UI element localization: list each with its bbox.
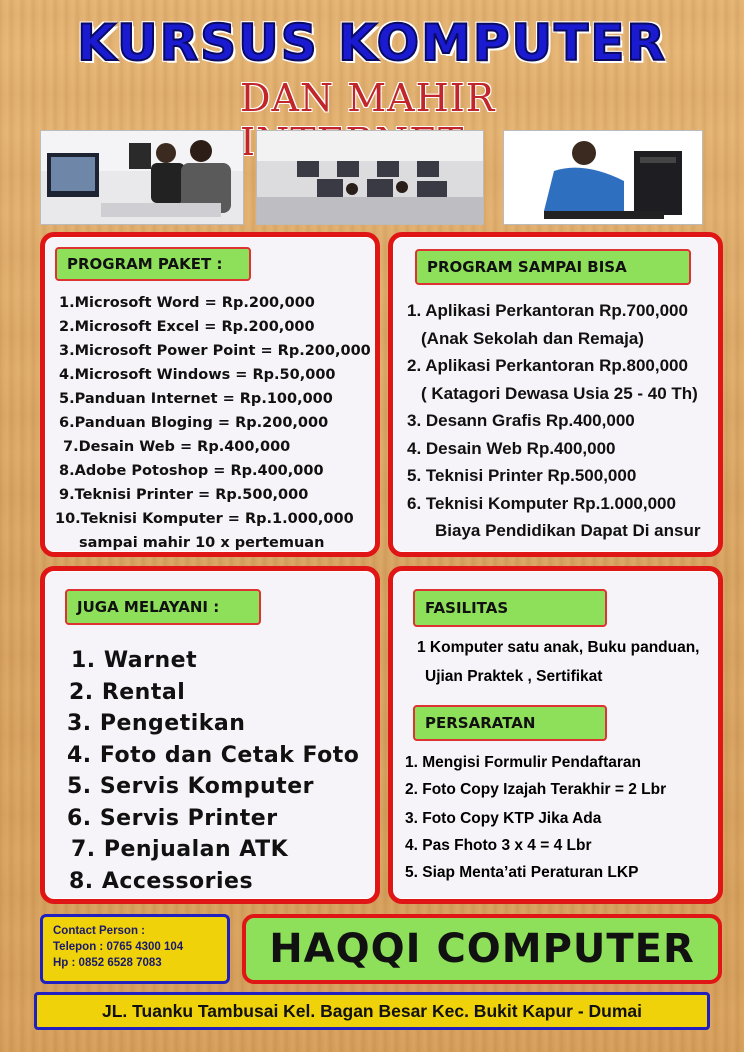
juga-melayani-list bbox=[67, 645, 383, 897]
contact-telepon: Telepon : 0765 4300 104 bbox=[53, 941, 184, 953]
contact-hp: Hp : 0852 6528 7083 bbox=[53, 957, 162, 969]
list-item: 6.Panduan Bloging = Rp.200,000 bbox=[59, 415, 329, 431]
program-sampai-bisa-label: PROGRAM SAMPAI BISA bbox=[415, 249, 691, 285]
installment-note: Biaya Pendidikan Dapat Di ansur bbox=[435, 521, 701, 540]
list-item: 2. Aplikasi Perkantoran Rp.800,000 bbox=[407, 356, 688, 375]
list-item: 9.Teknisi Printer = Rp.500,000 bbox=[59, 487, 309, 503]
list-item: 8.Adobe Potoshop = Rp.400,000 bbox=[59, 463, 324, 479]
list-item: 7.Desain Web = Rp.400,000 bbox=[63, 439, 291, 455]
juga-melayani-label: JUGA MELAYANI : bbox=[65, 589, 261, 625]
list-item: 2.Microsoft Excel = Rp.200,000 bbox=[59, 319, 315, 335]
address-banner: JL. Tuanku Tambusai Kel. Bagan Besar Kec. Bukit Kapur - Dumai bbox=[34, 992, 710, 1030]
list-item: 6. Servis Printer bbox=[67, 805, 278, 831]
program-paket-label: PROGRAM PAKET : bbox=[55, 247, 251, 281]
list-item: 2. Foto Copy Izajah Terakhir = 2 Lbr bbox=[405, 781, 667, 798]
persaratan-label: PERSARATAN bbox=[413, 705, 607, 741]
fasilitas-label: FASILITAS bbox=[413, 589, 607, 627]
list-item-note: (Anak Sekolah dan Remaja) bbox=[421, 328, 644, 348]
list-item: 1. Mengisi Formulir Pendaftaran bbox=[405, 754, 641, 771]
brand-name-banner: HAQQI COMPUTER bbox=[242, 914, 722, 984]
juga-melayani-panel bbox=[40, 566, 380, 904]
list-item: 4. Pas Fhoto 3 x 4 = 4 Lbr bbox=[405, 837, 592, 854]
fasilitas-persaratan-panel bbox=[388, 566, 723, 904]
program-paket-panel bbox=[40, 232, 380, 557]
list-item: 3. Desann Grafis Rp.400,000 bbox=[407, 411, 635, 430]
program-sampai-bisa-panel bbox=[388, 232, 723, 557]
computer-lab-photo bbox=[256, 130, 484, 225]
list-item: 4.Microsoft Windows = Rp.50,000 bbox=[59, 367, 336, 383]
list-item-note: ( Katagori Dewasa Usia 25 - 40 Th) bbox=[421, 383, 698, 403]
list-item: 2. Rental bbox=[69, 679, 186, 705]
contact-person-box bbox=[40, 914, 230, 984]
list-item: 10.Teknisi Komputer = Rp.1.000,000 bbox=[55, 511, 354, 527]
list-item: 1. Warnet bbox=[71, 648, 198, 673]
fasilitas-line: Ujian Praktek , Sertifikat bbox=[425, 668, 603, 685]
list-item: 4. Desain Web Rp.400,000 bbox=[407, 438, 616, 458]
list-item: 4. Foto dan Cetak Foto bbox=[67, 742, 360, 768]
list-item: 1.Microsoft Word = Rp.200,000 bbox=[59, 295, 315, 311]
poster-subtitle: DAN MAHIR bbox=[240, 76, 496, 120]
program-sampai-bisa-list bbox=[407, 297, 719, 545]
contact-heading: Contact Person : bbox=[53, 925, 146, 937]
fasilitas-text bbox=[417, 633, 717, 691]
list-item: 6. Teknisi Komputer Rp.1.000,000 bbox=[407, 493, 676, 513]
list-item: 3.Microsoft Power Point = Rp.200,000 bbox=[59, 343, 371, 359]
list-item: 5.Panduan Internet = Rp.100,000 bbox=[59, 391, 333, 407]
persaratan-list bbox=[405, 749, 715, 886]
list-item: 5. Siap Menta’ati Peraturan LKP bbox=[405, 864, 639, 881]
students-at-computers-photo bbox=[40, 130, 244, 225]
list-item: sampai mahir 10 x pertemuan bbox=[79, 535, 325, 551]
list-item: 8. Accessories bbox=[69, 868, 254, 894]
list-item: 1. Aplikasi Perkantoran Rp.700,000 bbox=[407, 301, 688, 320]
list-item: 5. Servis Komputer bbox=[67, 774, 314, 799]
program-paket-list bbox=[55, 291, 375, 555]
list-item: 3. Foto Copy KTP Jika Ada bbox=[405, 810, 602, 827]
poster-title: KURSUS KOMPUTER bbox=[77, 14, 667, 72]
fasilitas-line: 1 Komputer satu anak, Buku panduan, bbox=[417, 639, 700, 656]
technician-repairing-pc-photo bbox=[503, 130, 703, 225]
list-item: 5. Teknisi Printer Rp.500,000 bbox=[407, 466, 637, 485]
list-item: 7. Penjualan ATK bbox=[71, 837, 289, 862]
list-item: 3. Pengetikan bbox=[67, 711, 246, 736]
